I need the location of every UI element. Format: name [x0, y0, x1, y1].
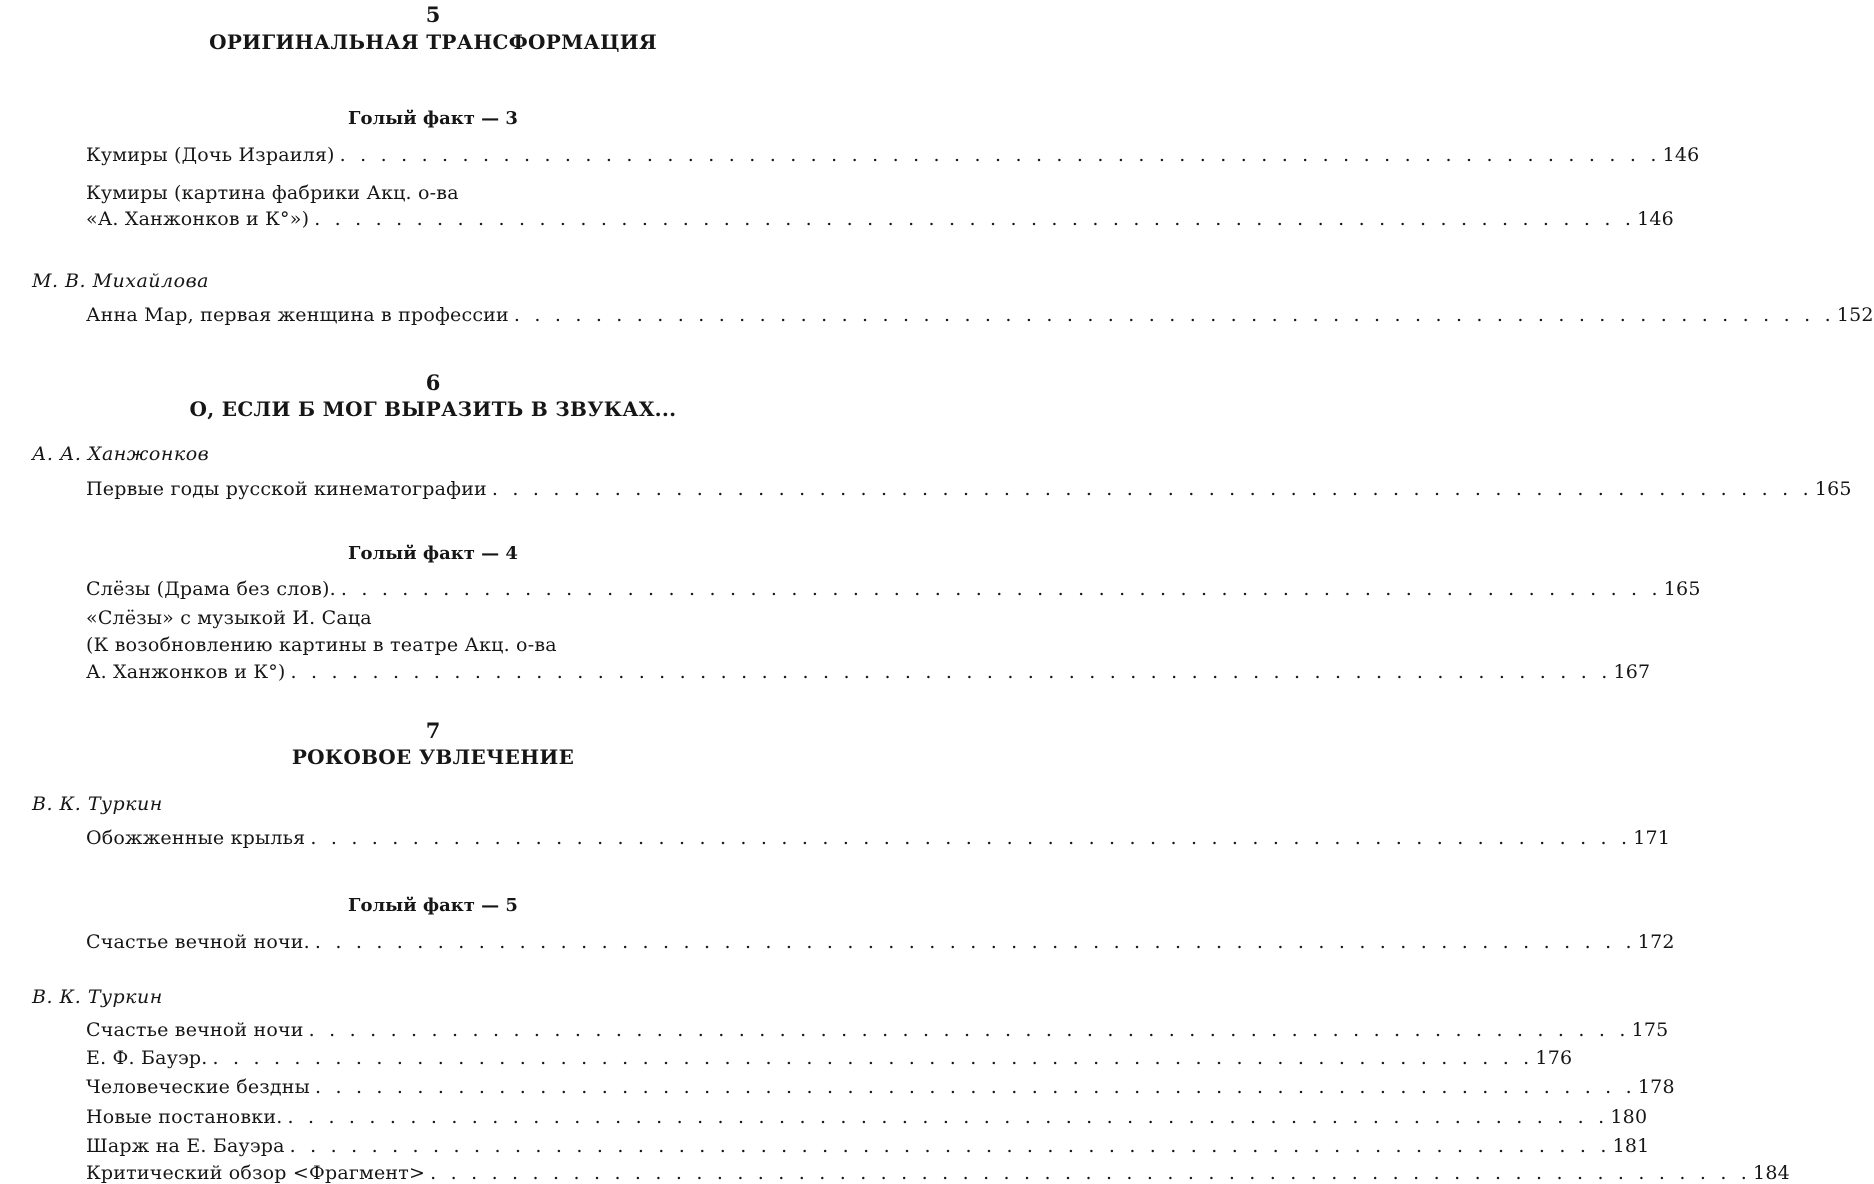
toc-entry[interactable]	[86, 1135, 1650, 1157]
entry-page: 146	[1637, 208, 1674, 230]
dot-leader: . . . . . . . . . . . . . . . . . . . . . . . . . . . . . . . . . . . . . . . . . . . . . . . . . . . . . . . . . . . . . . . . .	[340, 578, 1662, 600]
subheading: Голый факт — 5	[348, 895, 518, 916]
entry-title: Критический обзор <Фрагмент>	[86, 1162, 426, 1184]
author-name: А. А. Ханжонков	[32, 443, 210, 465]
author-name: М. В. Михайлова	[32, 270, 209, 292]
dot-leader: . . . . . . . . . . . . . . . . . . . . . . . . . . . . . . . . . . . . . . . . . . . . . . . . . . . . . . . . . . . . . . . . .	[290, 661, 1612, 683]
entry-title: Анна Мар, первая женщина в профессии	[86, 304, 509, 326]
entry-title: А. Ханжонков и К°)	[86, 661, 286, 683]
entry-title-line: (К возобновлению картины в театре Акц. о-ва	[86, 634, 557, 656]
dot-leader: . . . . . . . . . . . . . . . . . . . . . . . . . . . . . . . . . . . . . . . . . . . . . . . . . . . . . . . . . . . . . . . . .	[314, 1076, 1636, 1098]
dot-leader: . . . . . . . . . . . . . . . . . . . . . . . . . . . . . . . . . . . . . . . . . . . . . . . . . . . . . . . . . . . . . . . . .	[212, 1047, 1534, 1069]
toc-entry[interactable]	[86, 1047, 1573, 1069]
dot-leader: . . . . . . . . . . . . . . . . . . . . . . . . . . . . . . . . . . . . . . . . . . . . . . . . . . . . . . . . . . . . . . . . .	[287, 1106, 1609, 1128]
dot-leader: . . . . . . . . . . . . . . . . . . . . . . . . . . . . . . . . . . . . . . . . . . . . . . . . . . . . . . . . . . . . . . . . .	[289, 1135, 1611, 1157]
toc-entry[interactable]	[86, 1106, 1648, 1128]
subheading: Голый факт — 3	[348, 108, 518, 129]
toc-entry[interactable]	[86, 661, 1651, 683]
entry-title: «А. Ханжонков и К°»)	[86, 208, 310, 230]
dot-leader: . . . . . . . . . . . . . . . . . . . . . . . . . . . . . . . . . . . . . . . . . . . . . . . . . . . . . . . . . . . . . . . . .	[339, 144, 1661, 166]
toc-entry[interactable]	[86, 304, 1874, 326]
dot-leader: . . . . . . . . . . . . . . . . . . . . . . . . . . . . . . . . . . . . . . . . . . . . . . . . . . . . . . . . . . . . . . . . .	[308, 1019, 1630, 1041]
entry-title: Слёзы (Драма без слов).	[86, 578, 336, 600]
entry-page: 184	[1753, 1162, 1790, 1184]
entry-title: Е. Ф. Бауэр.	[86, 1047, 208, 1069]
dot-leader: . . . . . . . . . . . . . . . . . . . . . . . . . . . . . . . . . . . . . . . . . . . . . . . . . . . . . . . . . . . . . . . . .	[430, 1162, 1752, 1184]
entry-page: 178	[1637, 1076, 1675, 1098]
section-title: ОРИГИНАЛЬНАЯ ТРАНСФОРМАЦИЯ	[209, 30, 657, 54]
entry-title: Человеческие бездны	[86, 1076, 310, 1098]
author-name: В. К. Туркин	[32, 793, 163, 815]
section-title: О, ЕСЛИ Б МОГ ВЫРАЗИТЬ В ЗВУКАХ...	[189, 397, 677, 421]
entry-page: 167	[1613, 661, 1651, 683]
dot-leader: . . . . . . . . . . . . . . . . . . . . . . . . . . . . . . . . . . . . . . . . . . . . . . . . . . . . . . . . . . . . . . . . .	[491, 478, 1813, 500]
entry-title: Шарж на Е. Бауэра	[86, 1135, 285, 1157]
section-number: 7	[425, 718, 441, 743]
entry-page: 172	[1637, 931, 1675, 953]
entry-page: 146	[1662, 144, 1700, 166]
entry-title: Счастье вечной ночи	[86, 1019, 304, 1041]
entry-title: Кумиры (Дочь Израиля)	[86, 144, 335, 166]
entry-page: 152	[1836, 304, 1874, 326]
section-title: РОКОВОЕ УВЛЕЧЕНИЕ	[291, 745, 575, 769]
toc-entry[interactable]	[86, 478, 1852, 500]
toc-entry[interactable]	[86, 208, 1674, 230]
dot-leader: . . . . . . . . . . . . . . . . . . . . . . . . . . . . . . . . . . . . . . . . . . . . . . . . . . . . . . . . . . . . . . . . .	[314, 208, 1636, 230]
entry-page: 175	[1631, 1019, 1669, 1041]
dot-leader: . . . . . . . . . . . . . . . . . . . . . . . . . . . . . . . . . . . . . . . . . . . . . . . . . . . . . . . . . . . . . . . . .	[310, 827, 1632, 849]
entry-page: 165	[1663, 578, 1701, 600]
toc-entry[interactable]	[86, 931, 1675, 953]
entry-page: 176	[1535, 1047, 1573, 1069]
dot-leader: . . . . . . . . . . . . . . . . . . . . . . . . . . . . . . . . . . . . . . . . . . . . . . . . . . . . . . . . . . . . . . . . .	[513, 304, 1835, 326]
toc-entry[interactable]	[86, 1076, 1675, 1098]
toc-entry[interactable]	[86, 1019, 1669, 1041]
entry-page: 181	[1612, 1135, 1650, 1157]
toc-entry[interactable]	[86, 1162, 1790, 1184]
entry-page: 165	[1814, 478, 1852, 500]
entry-title-line: Кумиры (картина фабрики Акц. о-ва	[86, 182, 459, 204]
dot-leader: . . . . . . . . . . . . . . . . . . . . . . . . . . . . . . . . . . . . . . . . . . . . . . . . . . . . . . . . . . . . . . . . .	[314, 931, 1636, 953]
entry-title: Новые постановки.	[86, 1106, 283, 1128]
subheading: Голый факт — 4	[348, 543, 518, 564]
entry-title: Первые годы русской кинематографии	[86, 478, 487, 500]
entry-page: 171	[1633, 827, 1671, 849]
entry-title: Счастье вечной ночи.	[86, 931, 310, 953]
toc-entry[interactable]	[86, 578, 1701, 600]
section-number: 6	[425, 370, 441, 395]
section-number: 5	[425, 2, 441, 27]
entry-page: 180	[1610, 1106, 1648, 1128]
entry-title: Обожженные крылья	[86, 827, 306, 849]
toc-entry[interactable]	[86, 827, 1671, 849]
author-name: В. К. Туркин	[32, 986, 163, 1008]
entry-title-line: «Слёзы» с музыкой И. Саца	[86, 607, 372, 629]
toc-entry[interactable]	[86, 144, 1700, 166]
